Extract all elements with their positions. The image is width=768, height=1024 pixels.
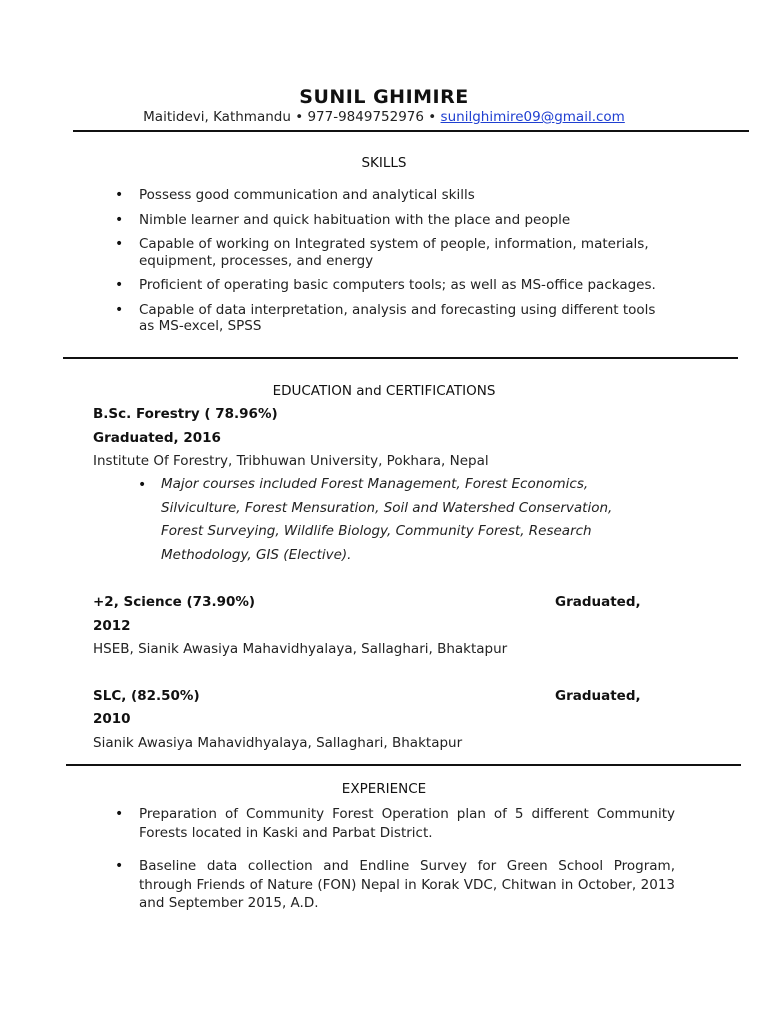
bsc-courses: Major courses included Forest Management, Forest Economics, Silviculture, Forest Mensuration, Soil and Watershed Conservation, Forest Surveying, Wildlife Biology, Community Forest, Research Methodology, GIS (Elective). xyxy=(161,476,613,563)
education-heading: EDUCATION and CERTIFICATIONS xyxy=(272,383,496,399)
skill-item: • Nimble learner and quick habituation with the place and people xyxy=(139,212,659,229)
contact-text: Maitidevi, Kathmandu • 977-9849752976 • xyxy=(143,109,441,125)
skill-item: • Capable of working on Integrated system of people, information, materials, equipment, processes, and energy xyxy=(139,236,659,269)
slc-degree: SLC, (82.50%) xyxy=(93,688,200,704)
bsc-institution: Institute Of Forestry, Tribhuwan University, Pokhara, Nepal xyxy=(93,453,489,469)
slc-year: 2010 xyxy=(93,711,131,727)
experience-item: • Baseline data collection and Endline Survey for Green School Program, through Friends of Nature (FON) Nepal in Korak VDC, Chitwan in October, 2013 and September 2015, A.D. xyxy=(139,857,675,913)
skill-item: • Capable of data interpretation, analysis and forecasting using different tools as MS-excel, SPSS xyxy=(139,302,659,335)
slc-graduated: Graduated, xyxy=(555,688,641,704)
skill-item: • Possess good communication and analytical skills xyxy=(139,187,659,204)
bullet-icon: • xyxy=(138,477,147,493)
header-divider xyxy=(73,130,749,132)
plus-two-year: 2012 xyxy=(93,618,131,634)
contact-line xyxy=(0,109,768,125)
plus-two-institution: HSEB, Sianik Awasiya Mahavidhyalaya, Sallaghari, Bhaktapur xyxy=(93,641,508,657)
plus-two-graduated: Graduated, xyxy=(555,594,641,610)
email-link[interactable]: sunilghimire09@gmail.com xyxy=(440,109,625,125)
bsc-degree: B.Sc. Forestry ( 78.96%) xyxy=(93,406,278,422)
experience-list xyxy=(139,805,675,913)
skill-item: • Proficient of operating basic computers tools; as well as MS-office packages. xyxy=(139,277,659,294)
applicant-name: SUNIL GHIMIRE xyxy=(299,86,469,108)
education-divider xyxy=(66,764,741,766)
bsc-graduated: Graduated, 2016 xyxy=(93,430,221,446)
experience-heading: EXPERIENCE xyxy=(341,781,427,797)
plus-two-degree: +2, Science (73.90%) xyxy=(93,594,256,610)
skills-heading: SKILLS xyxy=(361,155,407,171)
experience-item: • Preparation of Community Forest Operation plan of 5 different Community Forests located in Kaski and Parbat District. xyxy=(139,805,675,842)
slc-institution: Sianik Awasiya Mahavidhyalaya, Sallaghari, Bhaktapur xyxy=(93,735,463,751)
skills-list xyxy=(139,187,659,335)
skills-divider xyxy=(63,357,738,359)
